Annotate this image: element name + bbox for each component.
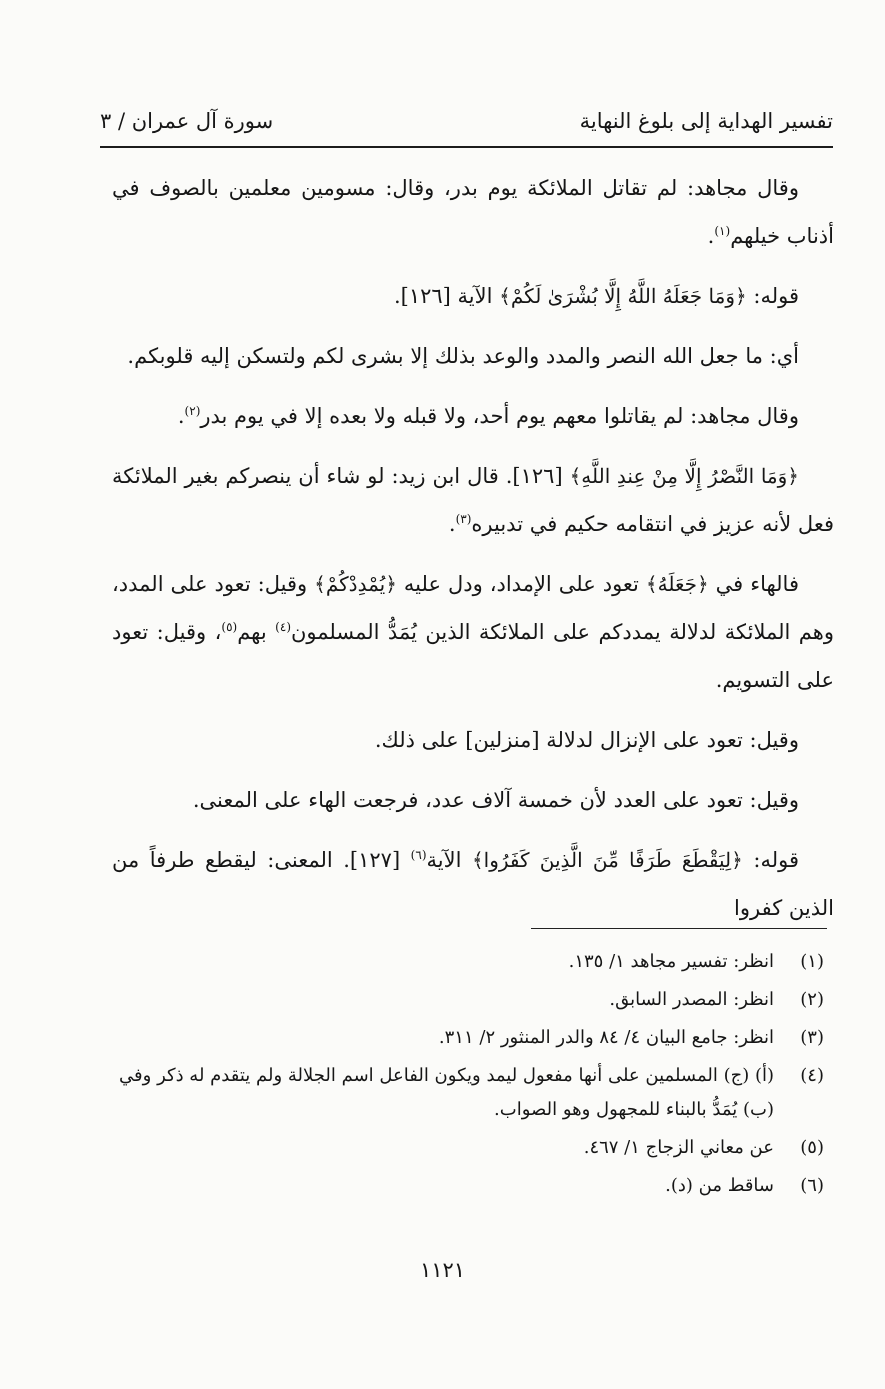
footnote bbox=[112, 1021, 828, 1055]
footnote-ref: (٦) bbox=[410, 848, 427, 862]
quran-verse: ﴿وَمَا النَّصْرُ إِلَّا مِنْ عِندِ اللَّهِ﴾ bbox=[569, 464, 800, 488]
paragraph: وقيل: تعود على الإنزال لدلالة [منزلين] على ذلك. bbox=[374, 728, 799, 752]
footnote-separator bbox=[531, 928, 827, 929]
footnote-text: (أ) (ج) المسلمين على أنها مفعول ليمد ويكون الفاعل اسم الجلالة ولم يتقدم له ذكر وفي (ب) يُمَدُّ بالبناء للمجهول وهو الصواب. bbox=[119, 1065, 774, 1120]
footnote-number: (٦) bbox=[800, 1175, 824, 1196]
quran-word: ﴿جَعَلَهُ﴾ bbox=[645, 572, 709, 596]
footnote-number: (٣) bbox=[800, 1027, 824, 1048]
footnote-number: (١) bbox=[800, 951, 824, 972]
quran-verse: ﴿وَمَا جَعَلَهُ اللَّهُ إِلَّا بُشْرَىٰ لَكُمْ﴾ bbox=[499, 284, 747, 308]
footnotes bbox=[112, 945, 828, 1207]
paragraph: قوله: ﴿لِيَقْطَعَ طَرَفًا مِّنَ الَّذِينَ كَفَرُوا﴾ الآية$^{(٦)}$ [١٢٧]. المعنى: ليقطع طرفاً من الذين كفروا bbox=[112, 848, 834, 920]
footnote-ref: (٤) bbox=[275, 620, 291, 634]
footnote-number: (٢) bbox=[800, 989, 824, 1010]
footnote bbox=[112, 983, 828, 1017]
running-header bbox=[100, 96, 833, 146]
footnote-number: (٥) bbox=[800, 1137, 824, 1158]
footnote-ref: (٢) bbox=[184, 404, 201, 418]
book-title: تفسير الهداية إلى بلوغ النهاية bbox=[579, 109, 833, 133]
footnote bbox=[112, 1059, 828, 1127]
footnote-text: انظر: تفسير مجاهد ١/ ١٣٥. bbox=[568, 951, 774, 972]
footnote-text: ساقط من (د). bbox=[665, 1175, 774, 1196]
paragraph: أي: ما جعل الله النصر والمدد والوعد بذلك إلا بشرى لكم ولتسكن إليه قلوبكم. bbox=[127, 344, 799, 368]
footnote bbox=[112, 1169, 828, 1203]
paragraph: فالهاء في ﴿جَعَلَهُ﴾ تعود على الإمداد، ودل عليه ﴿يُمْدِدْكُمْ﴾ وقيل: تعود على المدد، وهم الملائكة لدلالة يمددكم على الملائكة الذين يُمَدُّ المسلمون$^{(٤)}$ بهم$^{(٥)}$، وقيل: تعود على التسويم. bbox=[112, 572, 834, 692]
footnote-ref: (١) bbox=[714, 224, 731, 238]
surah-label: سورة آل عمران / ٣ bbox=[100, 109, 274, 133]
footnote-number: (٤) bbox=[800, 1065, 824, 1086]
page-number: ١١٢١ bbox=[419, 1258, 466, 1282]
header-rule bbox=[100, 146, 833, 148]
quran-word: ﴿يُمْدِدْكُمْ﴾ bbox=[314, 572, 397, 596]
footnote-text: عن معاني الزجاج ١/ ٤٦٧. bbox=[583, 1137, 774, 1158]
footnote-ref: (٣) bbox=[455, 512, 472, 526]
paragraph: وقيل: تعود على العدد لأن خمسة آلاف عدد، فرجعت الهاء على المعنى. bbox=[192, 788, 799, 812]
paragraph: ﴿وَمَا النَّصْرُ إِلَّا مِنْ عِندِ اللَّهِ﴾ [١٢٦]. قال ابن زيد: لو شاء أن ينصركم بغير الملائكة فعل لأنه عزيز في انتقامه حكيم في تدبيره$^{(٣)}$. bbox=[112, 464, 834, 536]
footnote bbox=[112, 945, 828, 979]
footnote-text: انظر: جامع البيان ٤/ ٨٤ والدر المنثور ٢/ ٣١١. bbox=[438, 1027, 774, 1048]
footnote-text: انظر: المصدر السابق. bbox=[609, 989, 774, 1010]
footnote bbox=[112, 1131, 828, 1165]
quran-verse: ﴿لِيَقْطَعَ طَرَفًا مِّنَ الَّذِينَ كَفَرُوا﴾ bbox=[471, 848, 743, 872]
paragraph: قوله: ﴿وَمَا جَعَلَهُ اللَّهُ إِلَّا بُشْرَىٰ لَكُمْ﴾ الآية [١٢٦]. bbox=[393, 284, 799, 308]
main-text bbox=[112, 164, 834, 944]
footnote-ref: (٥) bbox=[221, 620, 238, 634]
paragraph: وقال مجاهد: لم يقاتلوا معهم يوم أحد، ولا قبله ولا بعده إلا في يوم بدر$^{(٢)}$. bbox=[177, 404, 799, 428]
paragraph: وقال مجاهد: لم تقاتل الملائكة يوم بدر، وقال: مسومين معلمين بالصوف في أذناب خيلهم$^{(١)}$. bbox=[112, 176, 834, 248]
